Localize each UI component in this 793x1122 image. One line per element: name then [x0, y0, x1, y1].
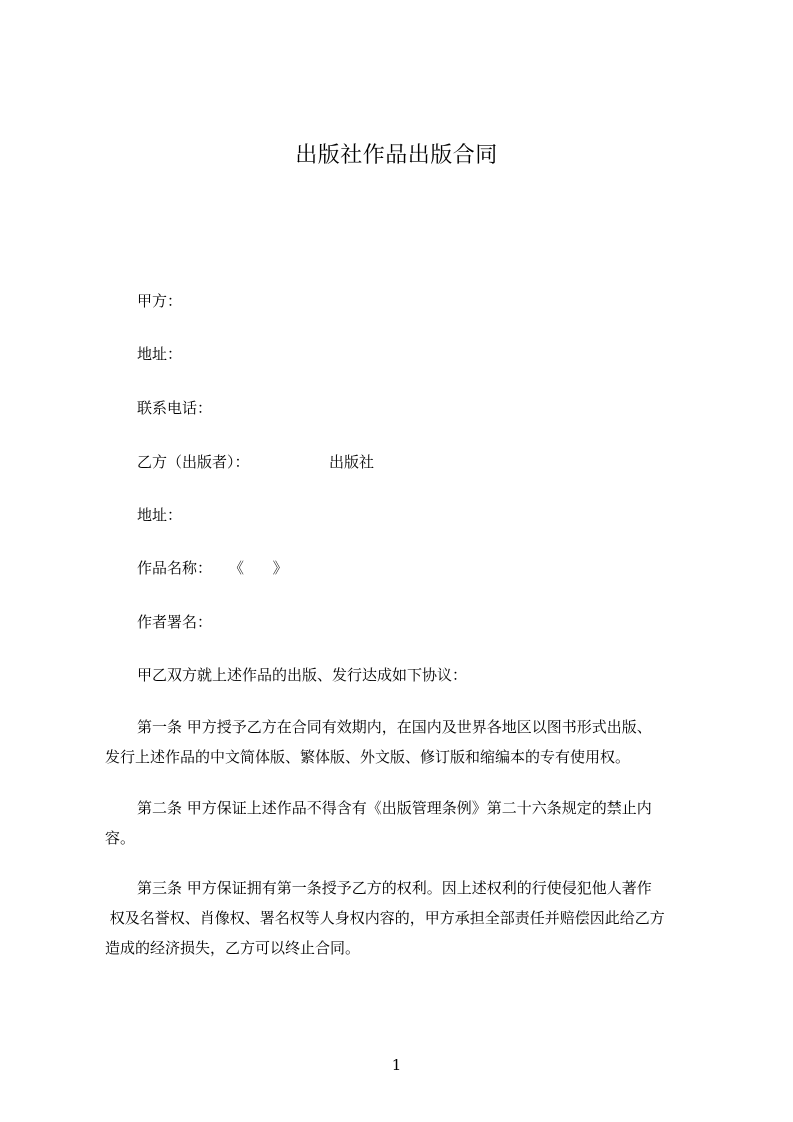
- article-2: [105, 793, 701, 853]
- party-a-label: 甲方：: [137, 292, 183, 310]
- article-3-line-2: 权及名誉权、肖像权、署名权等人身权内容的，甲方承担全部责任并赔偿因此给乙方: [105, 909, 665, 927]
- work-name-row: [137, 557, 288, 579]
- article-3-line-3: 造成的经济损失，乙方可以终止合同。: [105, 939, 361, 957]
- article-3: [105, 873, 701, 963]
- party-b-value: 出版社: [329, 453, 375, 471]
- party-a-phone-label: 联系电话：: [137, 399, 213, 417]
- work-name-value: 《 》: [229, 559, 288, 577]
- article-1-line-1: 第一条 甲方授予乙方在合同有效期内，在国内及世界各地区以图书形式出版、: [137, 718, 652, 736]
- party-b-label: 乙方（出版者）：: [137, 453, 250, 471]
- work-name-label: 作品名称：: [137, 559, 213, 577]
- party-b-address-label: 地址：: [137, 506, 183, 524]
- party-b-row: [137, 451, 375, 473]
- author-label: 作者署名：: [137, 613, 213, 631]
- document-title: 出版社作品出版合同: [295, 143, 498, 168]
- page-number: 1: [391, 1056, 402, 1074]
- article-1-line-2: 发行上述作品的中文简体版、繁体版、外文版、修订版和缩编本的专有使用权。: [105, 748, 631, 766]
- article-1: [105, 712, 701, 772]
- party-a-address-label: 地址：: [137, 345, 183, 363]
- article-3-line-1: 第三条 甲方保证拥有第一条授予乙方的权利。因上述权利的行使侵犯他人著作: [137, 879, 652, 897]
- agreement-intro: 甲乙双方就上述作品的出版、发行达成如下协议：: [137, 666, 468, 684]
- article-2-line-2: 容。: [105, 829, 136, 847]
- article-2-line-1: 第二条 甲方保证上述作品不得含有《出版管理条例》第二十六条规定的禁止内: [137, 799, 652, 817]
